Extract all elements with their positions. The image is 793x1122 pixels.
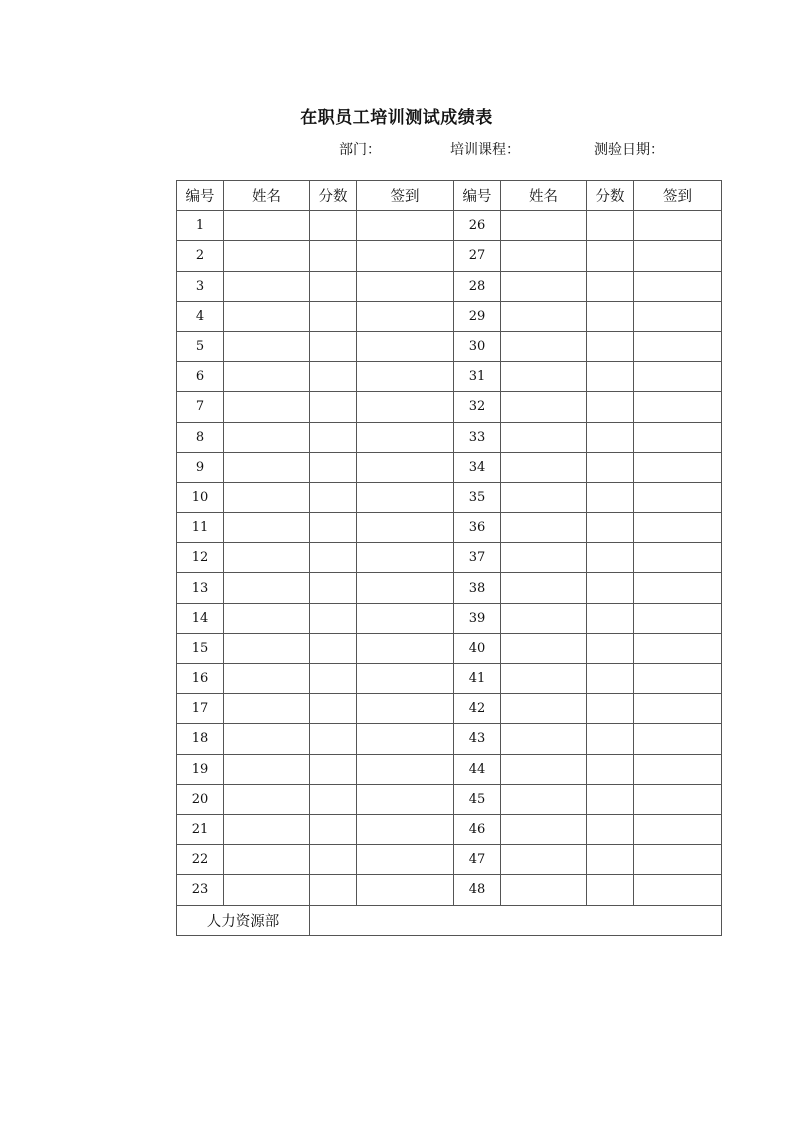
number-cell: 19 — [177, 754, 224, 784]
score-cell[interactable] — [587, 875, 634, 905]
name-cell[interactable] — [501, 845, 587, 875]
number-cell: 17 — [177, 694, 224, 724]
number-cell: 35 — [454, 482, 501, 512]
department-label: 部门： — [339, 142, 381, 158]
number-cell: 37 — [454, 543, 501, 573]
sign-in-cell[interactable] — [634, 603, 722, 633]
score-cell[interactable] — [587, 694, 634, 724]
name-cell[interactable] — [224, 633, 310, 663]
table-row — [177, 633, 722, 663]
sign-in-cell[interactable] — [357, 362, 454, 392]
name-cell[interactable] — [224, 271, 310, 301]
sign-in-cell[interactable] — [357, 724, 454, 754]
table-row — [177, 724, 722, 754]
sign-in-cell[interactable] — [357, 241, 454, 271]
number-cell: 23 — [177, 875, 224, 905]
number-cell: 9 — [177, 452, 224, 482]
header-row — [177, 181, 722, 211]
number-cell: 30 — [454, 331, 501, 361]
score-cell[interactable] — [587, 301, 634, 331]
score-cell[interactable] — [310, 331, 357, 361]
sign-in-cell[interactable] — [357, 633, 454, 663]
table-row — [177, 422, 722, 452]
sign-in-cell[interactable] — [634, 362, 722, 392]
table-row — [177, 301, 722, 331]
score-cell[interactable] — [587, 784, 634, 814]
table-row — [177, 814, 722, 844]
number-cell: 4 — [177, 301, 224, 331]
table-row — [177, 573, 722, 603]
score-cell[interactable] — [310, 271, 357, 301]
course-label: 培训课程： — [450, 142, 520, 158]
score-table — [176, 180, 722, 936]
score-cell[interactable] — [310, 362, 357, 392]
number-cell: 22 — [177, 845, 224, 875]
score-cell[interactable] — [587, 513, 634, 543]
number-cell: 40 — [454, 633, 501, 663]
number-cell: 7 — [177, 392, 224, 422]
name-cell[interactable] — [224, 241, 310, 271]
sign-in-cell[interactable] — [634, 331, 722, 361]
score-cell[interactable] — [310, 814, 357, 844]
table-row — [177, 241, 722, 271]
score-cell[interactable] — [310, 543, 357, 573]
score-cell[interactable] — [310, 392, 357, 422]
name-cell[interactable] — [224, 482, 310, 512]
name-cell[interactable] — [224, 362, 310, 392]
sign-in-cell[interactable] — [357, 331, 454, 361]
name-cell[interactable] — [224, 845, 310, 875]
table-row — [177, 754, 722, 784]
score-cell[interactable] — [310, 573, 357, 603]
score-cell[interactable] — [310, 603, 357, 633]
table-row — [177, 482, 722, 512]
name-cell[interactable] — [501, 422, 587, 452]
sign-in-cell[interactable] — [634, 664, 722, 694]
sign-in-cell[interactable] — [634, 694, 722, 724]
score-cell[interactable] — [587, 814, 634, 844]
score-cell[interactable] — [587, 452, 634, 482]
score-cell[interactable] — [587, 543, 634, 573]
number-cell: 48 — [454, 875, 501, 905]
number-cell: 18 — [177, 724, 224, 754]
name-cell[interactable] — [224, 784, 310, 814]
score-cell[interactable] — [587, 422, 634, 452]
number-cell: 2 — [177, 241, 224, 271]
name-cell[interactable] — [501, 603, 587, 633]
header-number: 编号 — [177, 181, 224, 211]
name-cell[interactable] — [224, 211, 310, 241]
name-cell[interactable] — [501, 633, 587, 663]
number-cell: 14 — [177, 603, 224, 633]
sign-in-cell[interactable] — [357, 452, 454, 482]
name-cell[interactable] — [501, 331, 587, 361]
footer-sign-cell[interactable] — [310, 905, 722, 935]
sign-in-cell[interactable] — [357, 392, 454, 422]
sign-in-cell[interactable] — [634, 543, 722, 573]
score-cell[interactable] — [587, 392, 634, 422]
sign-in-cell[interactable] — [357, 754, 454, 784]
number-cell: 11 — [177, 513, 224, 543]
number-cell: 12 — [177, 543, 224, 573]
sign-in-cell[interactable] — [634, 271, 722, 301]
number-cell: 45 — [454, 784, 501, 814]
score-cell[interactable] — [587, 271, 634, 301]
number-cell: 8 — [177, 422, 224, 452]
number-cell: 31 — [454, 362, 501, 392]
number-cell: 3 — [177, 271, 224, 301]
score-cell[interactable] — [587, 362, 634, 392]
sign-in-cell[interactable] — [634, 301, 722, 331]
name-cell[interactable] — [224, 422, 310, 452]
name-cell[interactable] — [501, 452, 587, 482]
score-cell[interactable] — [587, 664, 634, 694]
score-cell[interactable] — [310, 422, 357, 452]
sign-in-cell[interactable] — [357, 301, 454, 331]
sign-in-cell[interactable] — [634, 573, 722, 603]
score-cell[interactable] — [587, 724, 634, 754]
sign-in-cell[interactable] — [357, 422, 454, 452]
score-cell[interactable] — [310, 694, 357, 724]
score-cell[interactable] — [310, 633, 357, 663]
sign-in-cell[interactable] — [634, 875, 722, 905]
name-cell[interactable] — [224, 875, 310, 905]
sign-in-cell[interactable] — [634, 422, 722, 452]
sign-in-cell[interactable] — [357, 664, 454, 694]
sign-in-cell[interactable] — [634, 724, 722, 754]
score-cell[interactable] — [310, 784, 357, 814]
table-row — [177, 513, 722, 543]
table-row — [177, 392, 722, 422]
sign-in-cell[interactable] — [634, 784, 722, 814]
number-cell: 1 — [177, 211, 224, 241]
document-title: 在职员工培训测试成绩表 — [300, 108, 493, 128]
score-cell[interactable] — [587, 573, 634, 603]
number-cell: 41 — [454, 664, 501, 694]
sign-in-cell[interactable] — [357, 603, 454, 633]
score-cell[interactable] — [587, 241, 634, 271]
sign-in-cell[interactable] — [357, 573, 454, 603]
number-cell: 13 — [177, 573, 224, 603]
test-date-label: 测验日期： — [594, 142, 664, 158]
name-cell[interactable] — [224, 543, 310, 573]
number-cell: 16 — [177, 664, 224, 694]
name-cell[interactable] — [224, 724, 310, 754]
sign-in-cell[interactable] — [357, 482, 454, 512]
score-cell[interactable] — [587, 331, 634, 361]
number-cell: 28 — [454, 271, 501, 301]
header-score: 分数 — [587, 181, 634, 211]
footer-label: 人力资源部 — [177, 905, 310, 935]
name-cell[interactable] — [224, 513, 310, 543]
name-cell[interactable] — [501, 482, 587, 512]
sign-in-cell[interactable] — [634, 241, 722, 271]
sign-in-cell[interactable] — [357, 271, 454, 301]
number-cell: 43 — [454, 724, 501, 754]
number-cell: 44 — [454, 754, 501, 784]
sign-in-cell[interactable] — [357, 694, 454, 724]
number-cell: 47 — [454, 845, 501, 875]
name-cell[interactable] — [224, 573, 310, 603]
name-cell[interactable] — [224, 664, 310, 694]
score-cell[interactable] — [310, 845, 357, 875]
table-row — [177, 603, 722, 633]
score-cell[interactable] — [587, 754, 634, 784]
number-cell: 36 — [454, 513, 501, 543]
table-row — [177, 331, 722, 361]
name-cell[interactable] — [501, 301, 587, 331]
score-cell[interactable] — [587, 211, 634, 241]
number-cell: 42 — [454, 694, 501, 724]
sign-in-cell[interactable] — [634, 633, 722, 663]
name-cell[interactable] — [501, 694, 587, 724]
header-sign-in: 签到 — [634, 181, 722, 211]
number-cell: 20 — [177, 784, 224, 814]
number-cell: 5 — [177, 331, 224, 361]
name-cell[interactable] — [501, 875, 587, 905]
name-cell[interactable] — [224, 814, 310, 844]
score-cell[interactable] — [587, 482, 634, 512]
name-cell[interactable] — [224, 694, 310, 724]
sign-in-cell[interactable] — [634, 392, 722, 422]
number-cell: 33 — [454, 422, 501, 452]
sign-in-cell[interactable] — [357, 845, 454, 875]
number-cell: 46 — [454, 814, 501, 844]
number-cell: 27 — [454, 241, 501, 271]
sign-in-cell[interactable] — [357, 543, 454, 573]
name-cell[interactable] — [501, 211, 587, 241]
number-cell: 38 — [454, 573, 501, 603]
name-cell[interactable] — [501, 241, 587, 271]
footer-row — [177, 905, 722, 935]
table-row — [177, 784, 722, 814]
table-row — [177, 845, 722, 875]
name-cell[interactable] — [501, 362, 587, 392]
score-cell[interactable] — [310, 241, 357, 271]
sign-in-cell[interactable] — [634, 211, 722, 241]
name-cell[interactable] — [224, 392, 310, 422]
number-cell: 32 — [454, 392, 501, 422]
score-cell[interactable] — [310, 513, 357, 543]
score-cell[interactable] — [310, 724, 357, 754]
name-cell[interactable] — [224, 603, 310, 633]
name-cell[interactable] — [224, 452, 310, 482]
header-name: 姓名 — [224, 181, 310, 211]
score-cell[interactable] — [310, 301, 357, 331]
table-row — [177, 271, 722, 301]
table-row — [177, 694, 722, 724]
number-cell: 15 — [177, 633, 224, 663]
table-row — [177, 875, 722, 905]
number-cell: 39 — [454, 603, 501, 633]
name-cell[interactable] — [501, 513, 587, 543]
sign-in-cell[interactable] — [634, 513, 722, 543]
number-cell: 29 — [454, 301, 501, 331]
name-cell[interactable] — [501, 784, 587, 814]
sign-in-cell[interactable] — [357, 784, 454, 814]
header-sign-in: 签到 — [357, 181, 454, 211]
name-cell[interactable] — [501, 543, 587, 573]
score-cell[interactable] — [310, 754, 357, 784]
number-cell: 21 — [177, 814, 224, 844]
table-row — [177, 362, 722, 392]
name-cell[interactable] — [501, 573, 587, 603]
score-cell[interactable] — [310, 452, 357, 482]
name-cell[interactable] — [501, 271, 587, 301]
score-cell[interactable] — [310, 482, 357, 512]
sign-in-cell[interactable] — [634, 845, 722, 875]
sign-in-cell[interactable] — [634, 754, 722, 784]
name-cell[interactable] — [501, 664, 587, 694]
score-cell[interactable] — [310, 875, 357, 905]
number-cell: 10 — [177, 482, 224, 512]
header-name: 姓名 — [501, 181, 587, 211]
sign-in-cell[interactable] — [634, 814, 722, 844]
name-cell[interactable] — [501, 754, 587, 784]
score-cell[interactable] — [587, 633, 634, 663]
name-cell[interactable] — [224, 301, 310, 331]
header-number: 编号 — [454, 181, 501, 211]
sign-in-cell[interactable] — [357, 513, 454, 543]
sign-in-cell[interactable] — [357, 814, 454, 844]
score-cell[interactable] — [310, 211, 357, 241]
score-cell[interactable] — [310, 664, 357, 694]
number-cell: 26 — [454, 211, 501, 241]
sign-in-cell[interactable] — [357, 211, 454, 241]
sign-in-cell[interactable] — [634, 482, 722, 512]
name-cell[interactable] — [501, 392, 587, 422]
number-cell: 6 — [177, 362, 224, 392]
table-row — [177, 452, 722, 482]
sign-in-cell[interactable] — [634, 452, 722, 482]
table-row — [177, 543, 722, 573]
table-row — [177, 211, 722, 241]
sign-in-cell[interactable] — [357, 875, 454, 905]
score-cell[interactable] — [587, 845, 634, 875]
score-cell[interactable] — [587, 603, 634, 633]
header-score: 分数 — [310, 181, 357, 211]
number-cell: 34 — [454, 452, 501, 482]
table-row — [177, 664, 722, 694]
name-cell[interactable] — [501, 814, 587, 844]
name-cell[interactable] — [224, 331, 310, 361]
name-cell[interactable] — [224, 754, 310, 784]
name-cell[interactable] — [501, 724, 587, 754]
